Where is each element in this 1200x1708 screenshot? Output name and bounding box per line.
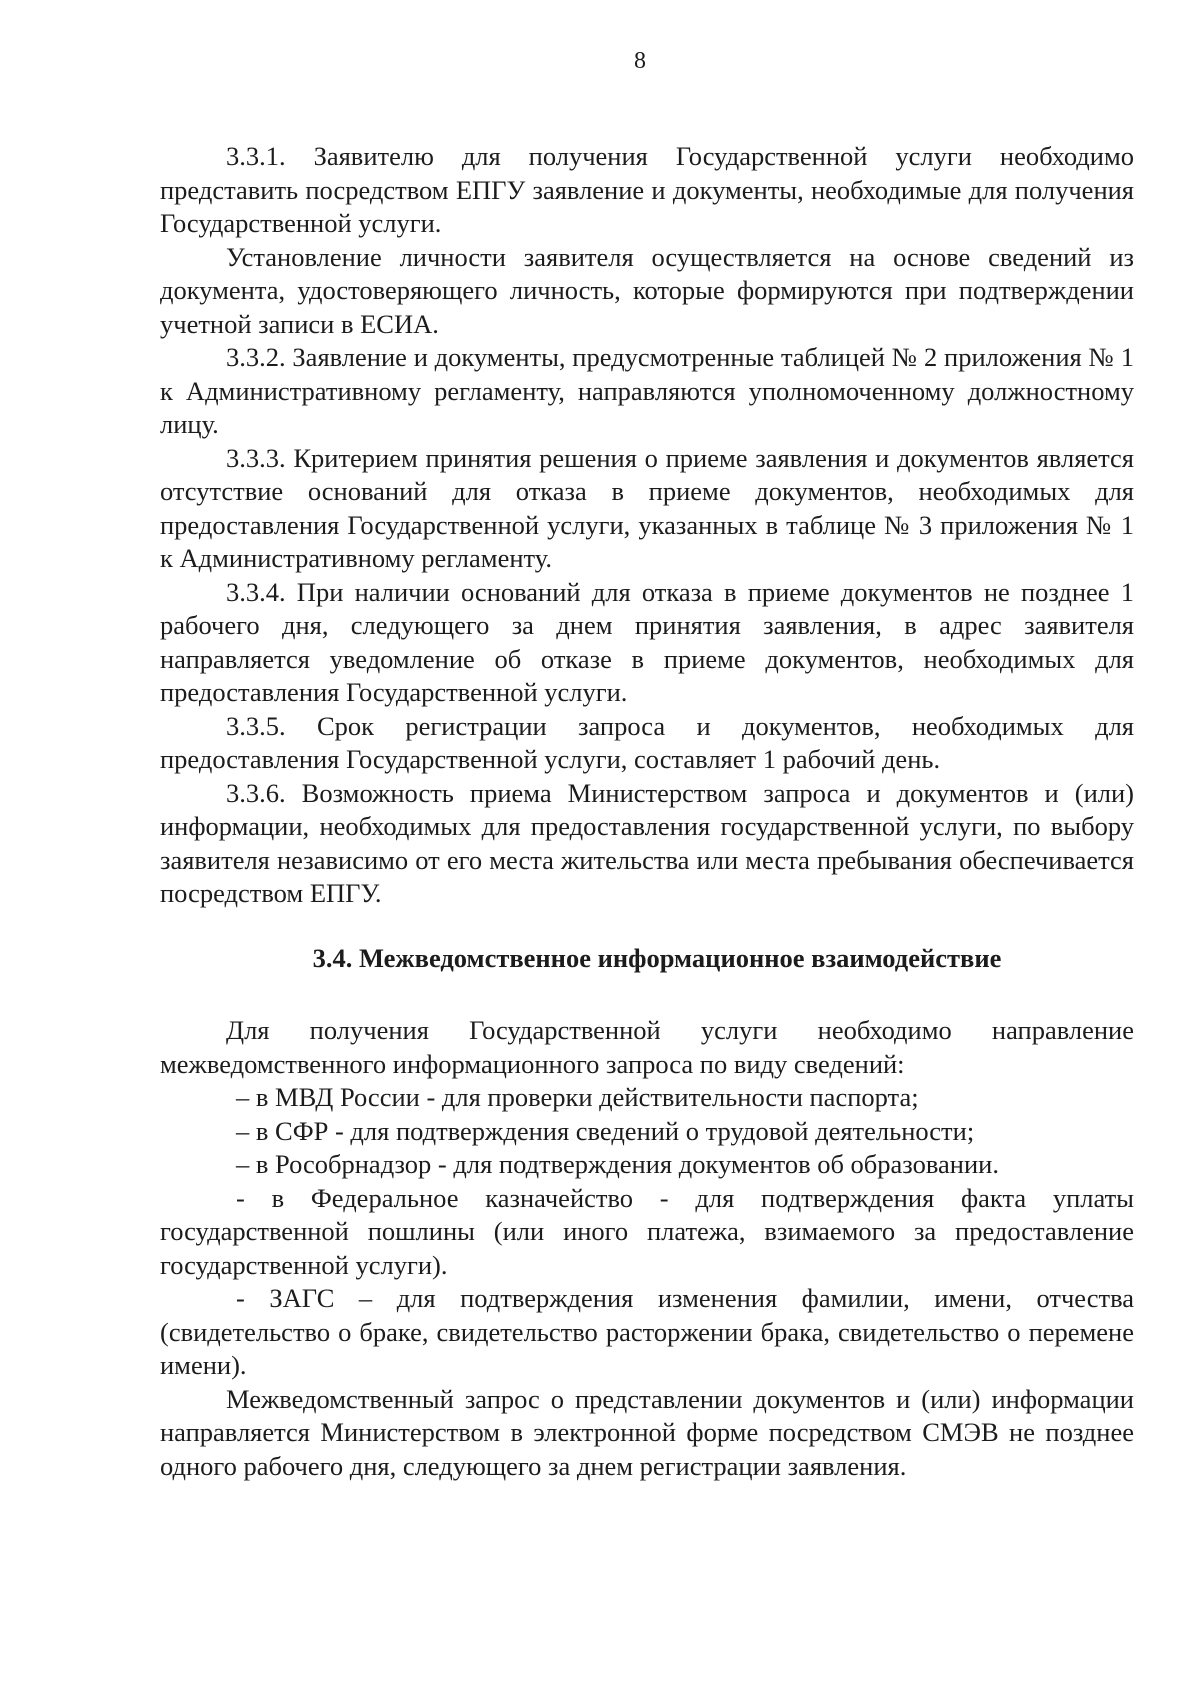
paragraph-identity: Установление личности заявителя осуществляется на основе сведений из документа, удостоверяющего личность, которые формируются при подтверждении учетной записи в ЕСИА. [160,241,1134,339]
list-item: - в Федеральное казначейство - для подтверждения факта уплаты государственной пошлины (или иного платежа, взимаемого за предоставление государственной услуги). [160,1182,1134,1280]
section-heading: 3.4. Межведомственное информационное взаимодействие [312,942,1002,973]
page-number: 8 [634,48,646,74]
document-body [160,140,1134,1483]
paragraph-3-3-4: 3.3.4. При наличии оснований для отказа в приеме документов не позднее 1 рабочего дня, следующего за днем принятия заявления, в адрес заявителя направляется уведомление об отказе в приеме документов, необходимых для предоставления Государственной услуги. [160,576,1134,707]
list-item: – в СФР - для подтверждения сведений о трудовой деятельности; [236,1115,975,1146]
paragraph-closing: Межведомственный запрос о представлении документов и (или) информации направляется Министерством в электронной форме посредством СМЭВ не позднее одного рабочего дня, следующего за днем регистрации заявления. [160,1383,1134,1481]
paragraph-3-3-6: 3.3.6. Возможность приема Министерством запроса и документов и (или) информации, необходимых для предоставления государственной услуги, по выбору заявителя независимо от его места жительства или места пребывания обеспечивается посредством ЕПГУ. [160,777,1134,908]
paragraph-3-3-3: 3.3.3. Критерием принятия решения о приеме заявления и документов является отсутствие оснований для отказа в приеме документов, необходимых для предоставления Государственной услуги, указанных в таблице № 3 приложения № 1 к Административному регламенту. [160,442,1134,573]
list-item: – в МВД России - для проверки действительности паспорта; [236,1082,919,1112]
list-item: - ЗАГС – для подтверждения изменения фамилии, имени, отчества (свидетельство о браке, свидетельство расторжении брака, свидетельство о перемене имени). [160,1283,1134,1380]
list-item: – в Рособрнадзор - для подтверждения документов об образовании. [236,1149,999,1179]
paragraph-intro: Для получения Государственной услуги необходимо направление межведомственного информационного запроса по виду сведений: [160,1015,1134,1079]
paragraph-3-3-5: 3.3.5. Срок регистрации запроса и документов, необходимых для предоставления Государственной услуги, составляет 1 рабочий день. [160,710,1134,774]
paragraph-3-3-2: 3.3.2. Заявление и документы, предусмотренные таблицей № 2 приложения № 1 к Административному регламенту, направляются уполномоченному должностному лицу. [160,342,1134,439]
paragraph-3-3-1: 3.3.1. Заявителю для получения Государственной услуги необходимо представить посредством ЕПГУ заявление и документы, необходимые для получения Государственной услуги. [160,141,1134,238]
